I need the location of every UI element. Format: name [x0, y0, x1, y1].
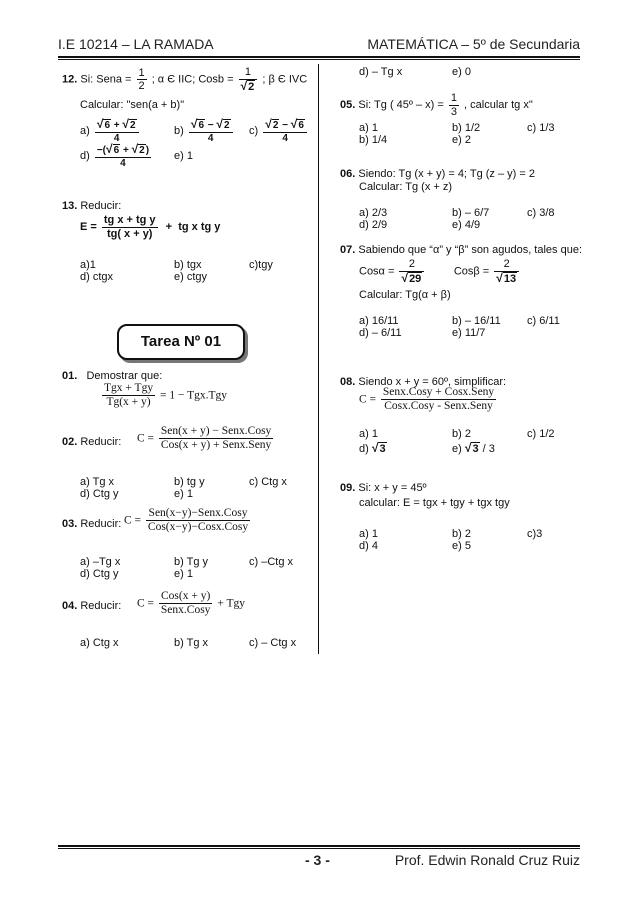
option-e: e) 2 [452, 134, 471, 146]
text: Si: Tg ( 45º – x) = [358, 99, 444, 112]
problem-13-formula [80, 214, 220, 240]
option-letter: d) [359, 443, 369, 455]
option-d [80, 143, 153, 169]
problem-number: 12. [62, 73, 78, 86]
text: Reducir: [80, 436, 122, 448]
denominator: Tg(x + y) [106, 396, 151, 409]
option-d: d) Ctg y [80, 488, 119, 500]
q02-formula [137, 425, 275, 452]
q07-values [359, 258, 521, 285]
option-b: b) 1/2 [452, 122, 481, 134]
option-e: e) 1 [174, 150, 193, 162]
q04-formula [137, 590, 245, 617]
denominator: 4 [282, 132, 288, 144]
radicand: 6 [198, 120, 204, 131]
fraction [494, 258, 519, 285]
fraction [95, 143, 151, 169]
numerator: 2 [399, 258, 424, 272]
problem-number: 06. [340, 168, 356, 180]
header-subject: MATEMÁTICA – 5º de Secundaria [367, 36, 580, 52]
option-d: b) 1/4 [359, 134, 388, 146]
option-letter: b) [174, 125, 184, 138]
text: ; α Є IIC; Cosb = [151, 73, 234, 86]
numerator: 1 [239, 66, 258, 80]
numerator: √2 − √6 [263, 118, 307, 133]
option-d: d) ctgx [80, 271, 114, 283]
q05-statement [340, 92, 533, 118]
problem-number: 04. [62, 600, 78, 612]
q07-calc: Calcular: Tg(α + β) [359, 289, 451, 301]
term: + Tgy [217, 597, 245, 610]
fraction [381, 386, 496, 413]
radicand: 2 [272, 120, 279, 131]
fraction [449, 92, 459, 118]
option-d: d) 2/9 [359, 219, 388, 231]
option-b: b) – 6/7 [452, 207, 490, 219]
problem-12-statement [62, 66, 307, 93]
fraction [159, 590, 213, 617]
column-divider [318, 64, 319, 654]
option-c: c)tgy [249, 259, 273, 271]
text: Sabiendo que “α” y “β” son agudos, tales que: [358, 244, 583, 256]
option-b: b) Tg x [174, 637, 209, 649]
option-a: a) Ctg x [80, 637, 119, 649]
lhs: C = [124, 514, 142, 527]
sqrt: √3 [371, 441, 386, 455]
q03-formula [124, 507, 252, 534]
text: ; β Є IVC [262, 73, 308, 86]
radicand: 2 [248, 80, 255, 93]
radicand: 2 [224, 120, 230, 131]
option-e [452, 442, 495, 456]
problem-number: 03. [62, 518, 78, 530]
problem-number: 01. [62, 370, 78, 382]
page-header [58, 36, 580, 54]
fraction [95, 118, 139, 144]
option-b: b) 2 [452, 428, 471, 440]
option-b: b) – 16/11 [452, 315, 501, 327]
numerator: 1 [138, 66, 145, 79]
sqrt: √3 [464, 441, 479, 455]
option-c: c) – Ctg x [249, 637, 297, 649]
fraction [263, 118, 307, 144]
text: Si: Sena = [80, 73, 132, 86]
problem-13-statement [62, 200, 121, 213]
q09-calc: calcular: E = tgx + tgy + tgx tgy [359, 497, 510, 509]
text: Si: x + y = 45º [358, 482, 427, 494]
page-number: - 3 - [305, 852, 330, 868]
text: −( [96, 145, 107, 156]
text: Reducir: [80, 600, 122, 612]
operator: − [282, 120, 289, 131]
option-letter: a) [80, 125, 90, 138]
option-e: e) 1 [174, 568, 193, 580]
radicand: 6 [104, 120, 110, 131]
option-d: d) – 6/11 [359, 327, 402, 339]
q03-statement [62, 518, 121, 531]
denominator: Cos(x + y) + Senx.Seny [160, 439, 272, 452]
option-a: a) 1 [359, 122, 378, 134]
option-b: b) tg y [174, 476, 205, 488]
footer-author: Prof. Edwin Ronald Cruz Ruiz [394, 852, 580, 868]
header-school: I.E 10214 – LA RAMADA [58, 36, 214, 52]
task-title-box: Tarea Nº 01 [117, 324, 245, 360]
header-rule [58, 56, 580, 60]
text: Cosβ = [453, 265, 490, 278]
footer-rule [58, 845, 580, 849]
option-a: a) 2/3 [359, 207, 388, 219]
operator: − [207, 120, 214, 131]
q02-statement [62, 436, 121, 449]
radicand: 3 [472, 443, 479, 455]
numerator: √6 − √2 [189, 118, 233, 133]
text: / 3 [482, 443, 495, 455]
text: , calcular tg x" [464, 99, 533, 112]
rhs: = 1 − Tgx.Tgy [159, 389, 228, 402]
numerator: −(√6 + √2) [96, 142, 150, 156]
problem-number: 08. [340, 376, 356, 388]
q04-statement [62, 600, 121, 613]
denominator: Cos(x−y)−Cosx.Cosy [147, 521, 249, 534]
numerator: Sen(x−y)−Senx.Cosy [146, 507, 250, 521]
numerator: Sen(x + y) − Senx.Cosy [159, 425, 273, 439]
text: Cosα = [359, 265, 395, 278]
option-letter: e) [452, 443, 462, 455]
operator: + [113, 120, 120, 131]
q08-formula [359, 386, 498, 413]
text: Siendo: Tg (x + y) = 4; Tg (z – y) = 2 [358, 168, 535, 180]
denominator: 2 [138, 80, 145, 93]
numerator: Senx.Cosy + Cosx.Seny [381, 386, 496, 400]
denominator: 3 [450, 105, 457, 118]
option-d: d) 4 [359, 540, 378, 552]
option-e: e) 11/7 [452, 327, 486, 339]
option-c: c) 6/11 [527, 315, 560, 327]
fraction [102, 214, 158, 240]
radicand: 3 [379, 443, 386, 455]
problem-number: 09. [340, 482, 356, 494]
option-d [359, 442, 387, 456]
option-e: e) 4/9 [452, 219, 481, 231]
operator: + [122, 145, 129, 156]
problem-12-calc: Calcular: "sen(a + b)" [80, 99, 185, 111]
option-b: b) 2 [452, 528, 471, 540]
denominator: tg( x + y) [106, 227, 153, 240]
option-letter: d) [80, 150, 90, 163]
denominator: √13 [496, 270, 517, 285]
option-b [174, 118, 235, 144]
option-e: e) ctgy [174, 271, 208, 283]
text: Demostrar que: [86, 370, 163, 382]
q06-calc: Calcular: Tg (x + z) [359, 181, 453, 193]
denominator: √29 [401, 270, 422, 285]
option-a: a) 16/11 [359, 315, 399, 327]
fraction [146, 507, 250, 534]
numerator: √6 + √2 [95, 118, 139, 133]
operator: + [165, 221, 173, 234]
option-a: a) –Tg x [80, 556, 121, 568]
option-d: d) Ctg y [80, 568, 119, 580]
option-c: c) 1/2 [527, 428, 555, 440]
fraction [102, 382, 155, 409]
option-b: b) Tg y [174, 556, 209, 568]
option-c: c) 3/8 [527, 207, 555, 219]
option-e: e) 1 [174, 488, 193, 500]
lhs: E = [80, 221, 97, 234]
radicand: 2 [130, 120, 136, 131]
fraction [239, 66, 258, 93]
text: Reducir: [80, 200, 122, 212]
problem-number: 07. [340, 244, 356, 256]
numerator: 2 [494, 258, 519, 272]
denominator: Senx.Cosy [160, 604, 211, 617]
radicand: 13 [503, 272, 517, 285]
denominator: 4 [207, 132, 214, 144]
q06-statement [340, 168, 535, 181]
option-d: d) – Tg x [359, 66, 403, 78]
option-a: a) 1 [359, 428, 378, 440]
radicand: 29 [409, 272, 422, 285]
q01-formula [100, 382, 227, 409]
radicand: 2 [139, 145, 145, 156]
problem-number: 05. [340, 99, 356, 112]
radicand: 6 [113, 145, 120, 156]
numerator: Cos(x + y) [159, 590, 213, 604]
option-e: e) 0 [452, 66, 471, 78]
option-a: a) Tg x [80, 476, 115, 488]
lhs: C = [137, 597, 155, 610]
denominator: 4 [120, 157, 126, 169]
text: Reducir: [80, 518, 122, 530]
lhs: C = [137, 432, 155, 445]
option-e: e) 5 [452, 540, 471, 552]
fraction [159, 425, 273, 452]
text: ) [145, 145, 150, 156]
q07-statement [340, 244, 582, 257]
fraction [189, 118, 233, 144]
denominator: 4 [113, 132, 120, 144]
q09-statement [340, 482, 427, 495]
numerator: Tgx + Tgy [102, 382, 155, 396]
problem-number: 13. [62, 200, 78, 212]
option-c [249, 118, 309, 144]
fraction [137, 67, 147, 93]
fraction [399, 258, 424, 285]
term: tg x tg y [178, 221, 221, 234]
denominator: √2 [240, 78, 255, 93]
option-a: a)1 [80, 259, 96, 271]
option-letter: c) [249, 125, 259, 138]
numerator: tg x + tg y [103, 214, 156, 226]
option-b: b) tgx [174, 259, 202, 271]
q01-statement [62, 370, 162, 383]
problem-number: 02. [62, 436, 78, 448]
option-a [80, 118, 141, 144]
radicand: 6 [298, 120, 304, 131]
option-a: a) 1 [359, 528, 378, 540]
option-c: c) 1/3 [527, 122, 555, 134]
option-c: c)3 [527, 528, 543, 540]
denominator: Cosx.Cosy - Senx.Seny [384, 400, 493, 413]
text: Siendo x + y = 60º, simplificar: [358, 376, 507, 388]
numerator: 1 [450, 92, 457, 104]
lhs: C = [359, 393, 377, 406]
option-c: c) –Ctg x [249, 556, 294, 568]
option-c: c) Ctg x [249, 476, 287, 488]
